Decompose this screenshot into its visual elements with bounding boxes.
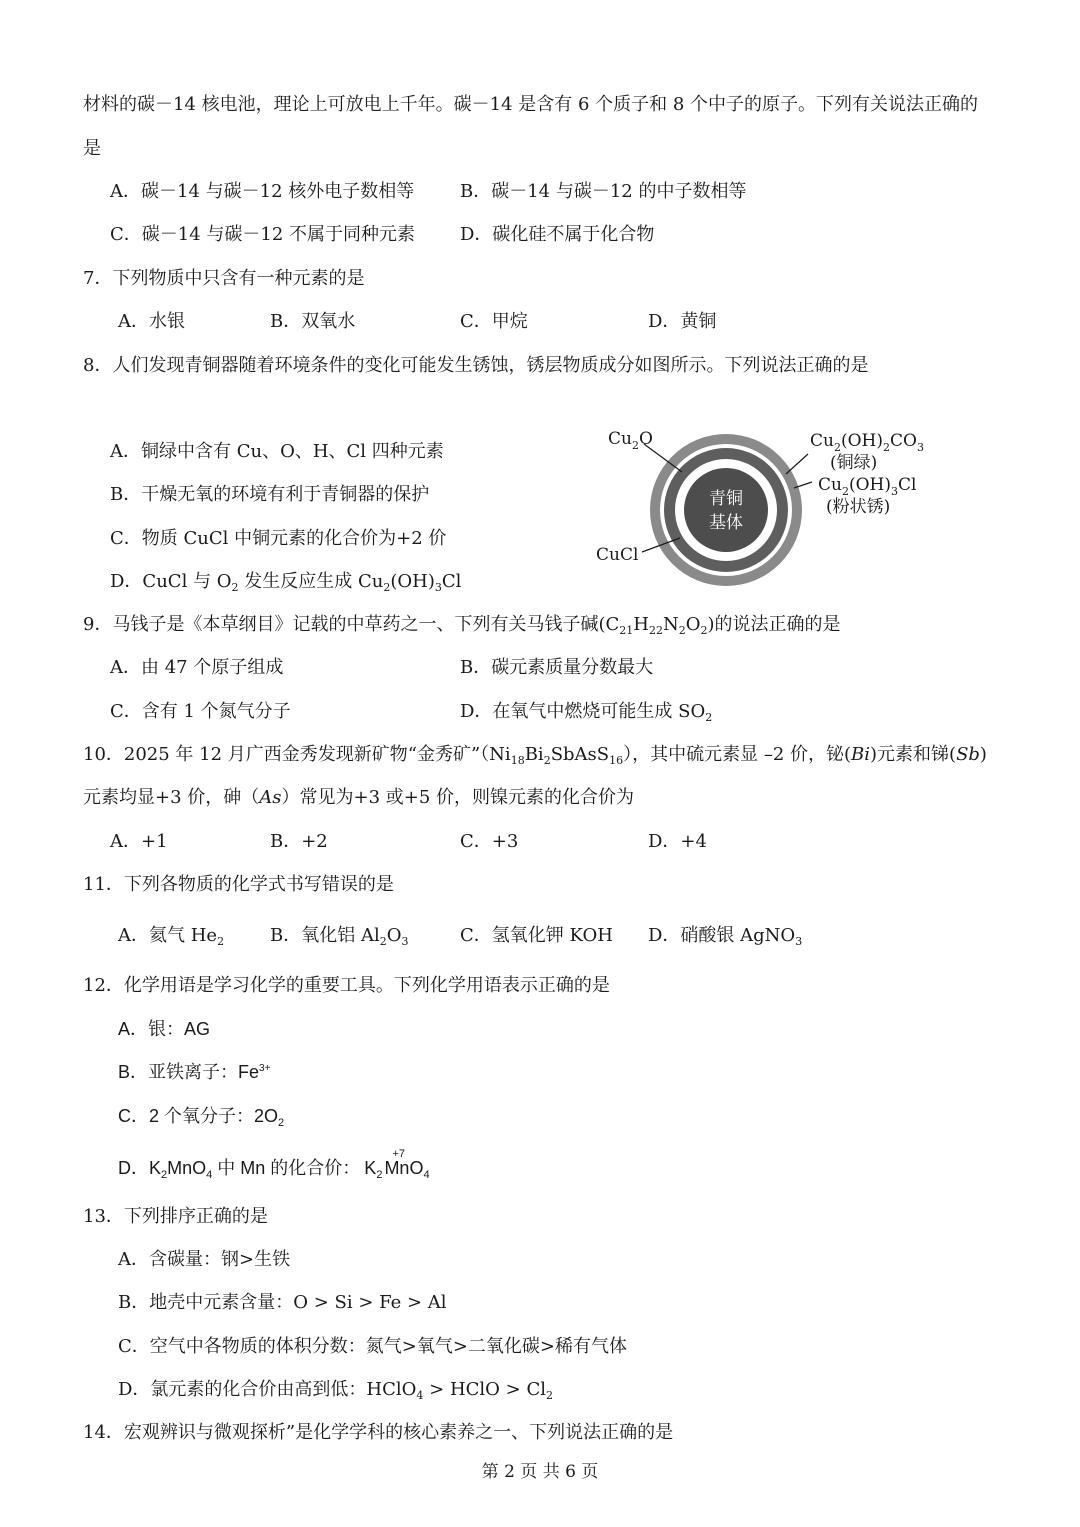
leader-green — [786, 454, 808, 474]
label-verdigris-name: (铜绿) — [830, 453, 878, 473]
q8-stem: 8．人们发现青铜器随着环境条件的变化可能发生锈蚀，锈层物质成分如图所示。下列说法正确的是 — [83, 355, 869, 376]
q11-option-d: D．硝酸银 AgNO$_3$ — [648, 925, 803, 948]
q10-option-b: B．+2 — [270, 831, 328, 852]
q12-option-b: B．亚铁离子：$Fe^{3+}$ — [118, 1062, 271, 1082]
label-basic-copper-carbonate: $Cu_2(OH)_2CO_3$ — [810, 431, 924, 454]
q9-option-b: B．碳元素质量分数最大 — [460, 657, 654, 678]
q13-option-d: D．氯元素的化合价由高到低：HClO$_4$ > HClO > $Cl_2$ — [118, 1379, 553, 1402]
manganese-valence: +7 — [392, 1148, 405, 1160]
core-label-line2: 基体 — [709, 513, 743, 533]
q6-stem-line2: 是 — [83, 138, 101, 159]
q10-stem-line1: 10．2025 年 12 月广西金秀发现新矿物“金秀矿$”(Ni_{18}Bi_2SbAsS_{16})$，其中硫元素显 –2 价，铋(Bi)元素和锑(Sb) — [83, 744, 987, 767]
q8-option-d: D．CuCl 与 $O_2$ 发生反应生成 $Cu_2(OH)_3Cl$ — [110, 571, 462, 594]
label-basic-copper-chloride: $Cu_2(OH)_3Cl$ — [818, 475, 917, 498]
q6-option-c: C．碳－14 与碳－12 不属于同种元素 — [110, 224, 416, 245]
q12-option-a: A．银：AG — [118, 1019, 211, 1039]
q13-option-b: B．地壳中元素含量：O > Si > Fe > Al — [118, 1292, 447, 1313]
q6-option-a: A．碳－14 与碳－12 核外电子数相等 — [110, 181, 415, 202]
q11-stem: 11．下列各物质的化学式书写错误的是 — [83, 874, 394, 895]
q9-option-c: C．含有 1 个氮气分子 — [110, 701, 291, 722]
q6-option-d: D．碳化硅不属于化合物 — [460, 224, 655, 245]
corrosion-layer-diagram — [590, 410, 950, 610]
label-powdery-rust-name: (粉状锈) — [826, 497, 891, 517]
q13-stem: 13．下列排序正确的是 — [83, 1206, 268, 1227]
q7-stem: 7．下列物质中只含有一种元素的是 — [83, 268, 365, 289]
q10-stem-line2: 元素均显+3 价，砷（As）常见为+3 或+5 价，则镍元素的化合价为 — [83, 787, 635, 808]
q11-option-b: B．氧化铝 $Al_2O_3$ — [270, 925, 409, 948]
q9-stem: 9．马钱子是《本草纲目》记载的中草药之一、下列有关马钱子碱$(C_{21}H_{22}N_2O_2)$的说法正确的是 — [83, 614, 841, 637]
q8-option-b: B．干燥无氧的环境有利于青铜器的保护 — [110, 484, 430, 505]
q12-option-d: D．$K_2MnO_4$ 中 Mn 的化合价： $K_2$ +7 MnO$_4$ — [118, 1156, 430, 1180]
q11-option-a: A．氦气 $He_2$ — [118, 925, 225, 948]
page-footer: 第 2 页 共 6 页 — [481, 1462, 599, 1482]
q13-option-c: C．空气中各物质的体积分数：氮气>氧气>二氧化碳>稀有气体 — [118, 1336, 628, 1357]
q14-stem: 14．宏观辨识与微观探析”是化学学科的核心素养之一、下列说法正确的是 — [83, 1422, 674, 1443]
q9-option-a: A．由 47 个原子组成 — [110, 657, 284, 678]
q10-option-c: C．+3 — [460, 831, 519, 852]
q11-option-c: C．氢氧化钾 KOH — [460, 925, 613, 946]
q13-option-a: A．含碳量：钢>生铁 — [118, 1249, 291, 1270]
permanganate-formula: $K_2$ +7 MnO$_4$ — [364, 1158, 429, 1178]
q10-option-a: A．+1 — [110, 831, 168, 852]
q10-option-d: D．+4 — [648, 831, 707, 852]
q6-stem-line1: 材料的碳－14 核电池，理论上可放电上千年。碳－14 是含有 6 个质子和 8 个中子的原子。下列有关说法正确的 — [83, 94, 979, 115]
diagram-bronze-core — [684, 468, 768, 552]
q7-option-d: D．黄铜 — [648, 311, 717, 332]
q6-option-b: B．碳－14 与碳－12 的中子数相等 — [460, 181, 747, 202]
label-cucl: CuCl — [596, 545, 639, 565]
label-cu2o: $Cu_2O$ — [608, 429, 653, 452]
q12-option-c: C．2 个氧分子：$2O_2$ — [118, 1106, 285, 1129]
q7-option-a: A．水银 — [118, 311, 185, 332]
q12-stem: 12．化学用语是学习化学的重要工具。下列化学用语表示正确的是 — [83, 975, 610, 996]
q8-option-c: C．物质 CuCl 中铜元素的化合价为+2 价 — [110, 528, 447, 549]
q7-option-b: B．双氧水 — [270, 311, 356, 332]
q8-option-a: A．铜绿中含有 Cu、O、H、Cl 四种元素 — [110, 441, 444, 462]
q7-option-c: C．甲烷 — [460, 311, 528, 332]
core-label-line1: 青铜 — [709, 489, 743, 509]
q9-option-d: D．在氧气中燃烧可能生成 $SO_2$ — [460, 701, 713, 724]
